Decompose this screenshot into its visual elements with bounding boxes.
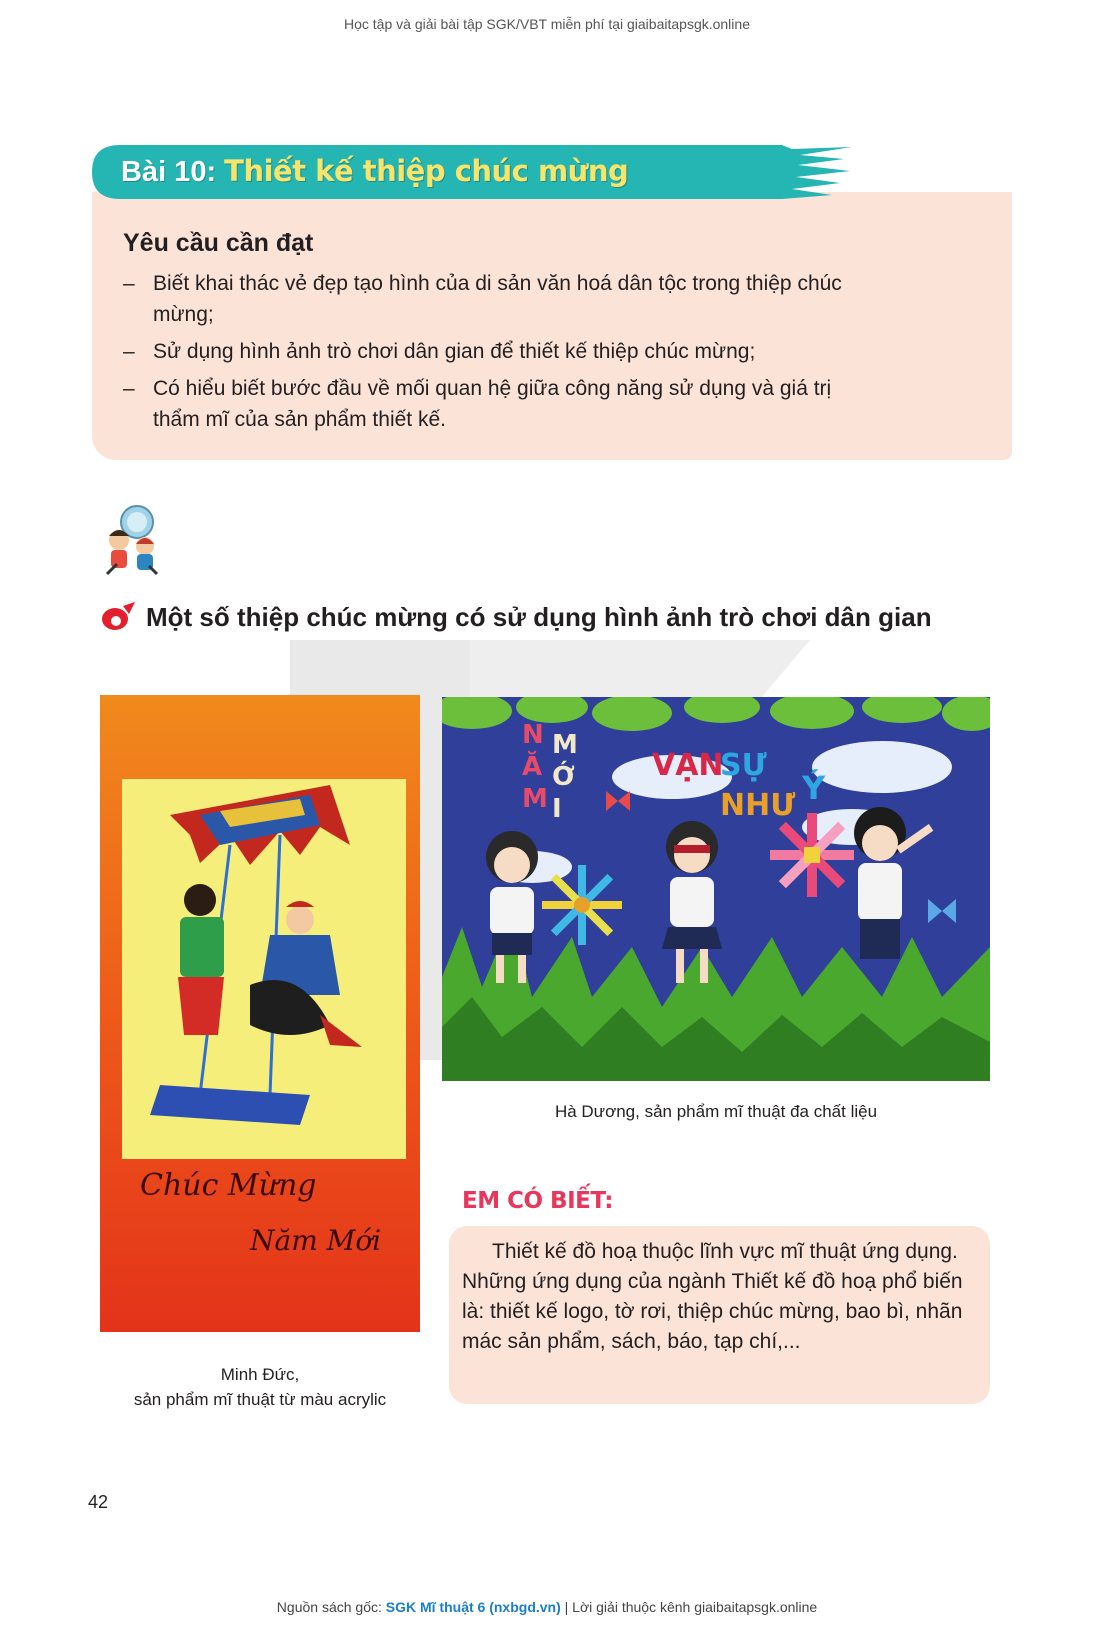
did-you-know-text: Thiết kế đồ hoạ thuộc lĩnh vực mĩ thuật ứng dụng. Những ứng dụng của ngành Thiết kế đồ hoạ phổ biến là: thiết kế logo, tờ rơi, thiệp chúc mừng, bao bì, nhãn mác sản phẩm, sách, báo, tạp chí,... xyxy=(462,1240,963,1353)
footer-suffix: | Lời giải thuộc kênh giaibaitapsgk.online xyxy=(560,1599,818,1615)
list-item: – Biết khai thác vẻ đẹp tạo hình của di sản văn hoá dân tộc trong thiệp chúc mừng; xyxy=(123,268,843,330)
lesson-title-text: Thiết kế thiệp chúc mừng xyxy=(224,154,629,188)
greeting-card-swing xyxy=(100,695,420,1332)
list-item: – Có hiểu biết bước đầu về mối quan hệ giữa công năng sử dụng và giá trị thẩm mĩ của sản phẩm thiết kế. xyxy=(123,373,843,435)
card1-greeting-line1: Chúc Mừng xyxy=(140,1168,317,1203)
card2-word-moi-2: Ớ xyxy=(552,762,575,792)
requirements-heading: Yêu cầu cần đạt xyxy=(123,229,314,257)
list-item: – Sử dụng hình ảnh trò chơi dân gian để thiết kế thiệp chúc mừng; xyxy=(123,336,843,367)
card1-caption xyxy=(100,1362,420,1412)
card1-author: Minh Đức, xyxy=(220,1365,300,1384)
requirements-list xyxy=(123,268,843,441)
card1-medium: sản phẩm mĩ thuật từ màu acrylic xyxy=(133,1390,387,1409)
card2-word-nam-3: M xyxy=(522,784,548,814)
card2-word-y: Ý xyxy=(802,769,826,807)
did-you-know-title: EM CÓ BIẾT: xyxy=(462,1188,613,1214)
site-header-note: Học tập và giải bài tập SGK/VBT miễn phí tại giaibaitapsgk.online xyxy=(344,16,750,32)
lesson-number: Bài 10: xyxy=(121,156,217,188)
card1-greeting-line2: Năm Mới xyxy=(250,1224,382,1257)
lesson-title xyxy=(121,154,628,189)
page-number: 42 xyxy=(88,1492,109,1512)
mascot-kids-icon xyxy=(97,504,167,576)
source-footer xyxy=(0,1599,1094,1615)
card2-caption: Hà Dương, sản phẩm mĩ thuật đa chất liệu xyxy=(554,1102,878,1121)
card2-word-moi-3: I xyxy=(552,794,562,824)
brush-fringe-decoration xyxy=(920,192,1010,442)
card2-word-moi-1: M xyxy=(552,730,578,760)
greeting-card-blindfold-game xyxy=(442,697,990,1081)
card2-word-su: SỰ xyxy=(720,748,767,783)
card2-word-nam-1: N xyxy=(522,720,544,750)
section-bullet-icon xyxy=(101,602,137,632)
card2-word-nam-2: Ă xyxy=(522,752,543,782)
footer-source-link[interactable]: SGK Mĩ thuật 6 (nxbgd.vn) xyxy=(385,1599,561,1615)
section-title: Một số thiệp chúc mừng có sử dụng hình ảnh trò chơi dân gian xyxy=(146,602,932,632)
card2-word-nhu: NHƯ xyxy=(720,788,796,823)
footer-prefix: Nguồn sách gốc: xyxy=(276,1599,386,1615)
card2-word-van: VẠN xyxy=(652,748,724,783)
